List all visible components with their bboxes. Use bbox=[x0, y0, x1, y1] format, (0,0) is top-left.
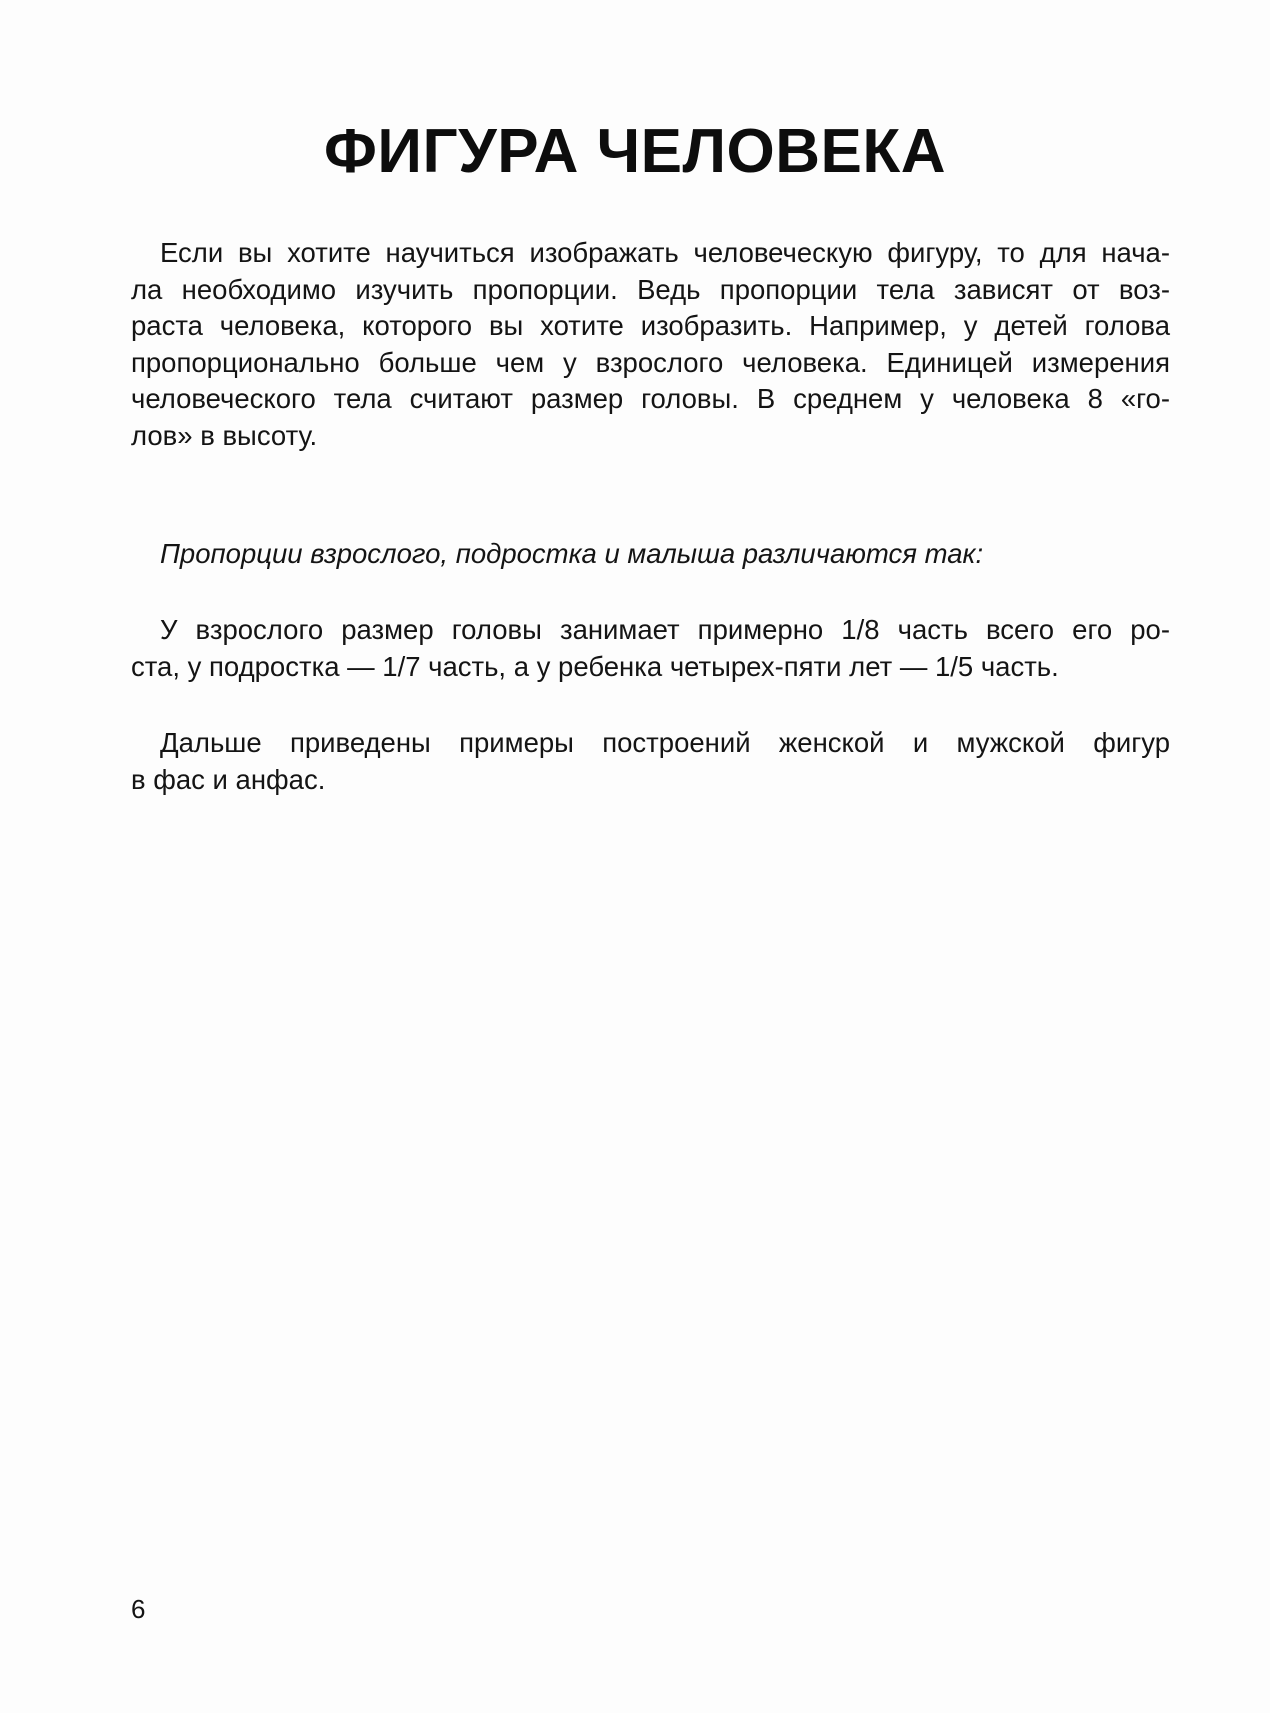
page-number: 6 bbox=[131, 1594, 146, 1624]
page-title: ФИГУРА ЧЕЛОВЕКА bbox=[324, 117, 946, 186]
examples-paragraph bbox=[131, 725, 1170, 798]
text-line: Если вы хотите научиться изображать человеческую фигуру, то для нача- bbox=[160, 237, 1170, 268]
text-line: пропорционально больше чем у взрослого человека. Единицей измерения bbox=[131, 346, 1170, 378]
text-line: лов» в высоту. bbox=[131, 419, 318, 451]
text-line: раста человека, которого вы хотите изобразить. Например, у детей голова bbox=[131, 310, 1170, 341]
intro-paragraph bbox=[131, 235, 1170, 454]
proportions-lead-in: Пропорции взрослого, подростка и малыша различаются так: bbox=[160, 538, 984, 569]
text-line: У взрослого размер головы занимает примерно 1/8 часть всего его ро- bbox=[160, 614, 1170, 645]
text-line: человеческого тела считают размер головы. В среднем у человека 8 «го- bbox=[131, 383, 1170, 414]
text-line: в фас и анфас. bbox=[131, 763, 326, 795]
text-line: Дальше приведены примеры построений женской и мужской фигур bbox=[160, 727, 1170, 758]
text-line: ла необходимо изучить пропорции. Ведь пропорции тела зависят от воз- bbox=[131, 273, 1170, 305]
proportions-paragraph bbox=[131, 612, 1170, 685]
text-line: ста, у подростка — 1/7 часть, а у ребенка четырех-пяти лет — 1/5 часть. bbox=[131, 650, 1059, 682]
